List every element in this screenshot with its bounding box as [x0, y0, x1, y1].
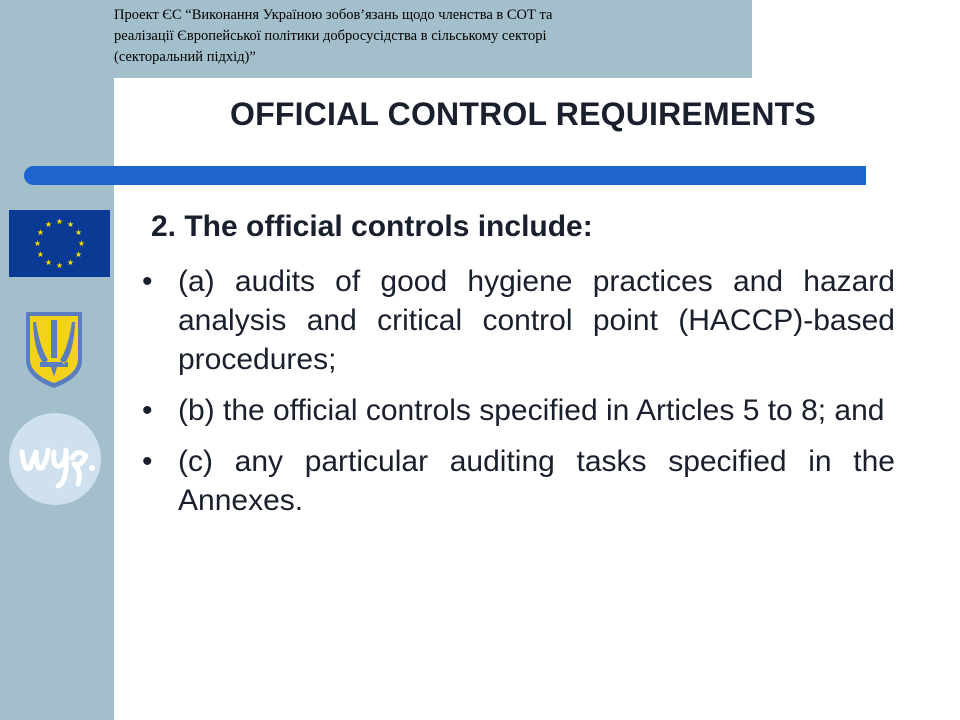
bullet-item: [140, 391, 895, 430]
bullet-dot: •: [142, 265, 153, 298]
project-note-line: Проект ЄС “Виконання Україною зобов’язань щодо членства в СОТ та: [114, 7, 553, 23]
ukraine-trident-icon: [22, 308, 86, 390]
project-note: [114, 5, 734, 68]
bullet-item: [140, 442, 895, 520]
bullet-text: (c) any particular auditing tasks specified in the Annexes.: [178, 445, 895, 517]
bullet-item: [140, 262, 895, 379]
bullet-text: (b) the official controls specified in Articles 5 to 8; and: [178, 394, 885, 427]
slide-title: OFFICIAL CONTROL REQUIREMENTS: [230, 96, 816, 132]
bullet-list: [140, 262, 895, 532]
project-note-line: (секторальний підхід)”: [114, 49, 256, 65]
eu-flag-icon: [9, 210, 110, 277]
project-note-line: реалізації Європейської політики добросусідства в сільському секторі: [114, 28, 547, 44]
bullet-text: (a) audits of good hygiene practices and hazard analysis and critical control point (HACCP)-based procedures;: [178, 265, 895, 376]
title-underline-bar: [24, 166, 866, 185]
bullet-dot: •: [142, 445, 153, 478]
slide-subheading: 2. The official controls include:: [151, 210, 593, 243]
wg-logo-icon: [8, 412, 102, 506]
bullet-dot: •: [142, 394, 153, 427]
title-bar-line: [84, 166, 866, 185]
